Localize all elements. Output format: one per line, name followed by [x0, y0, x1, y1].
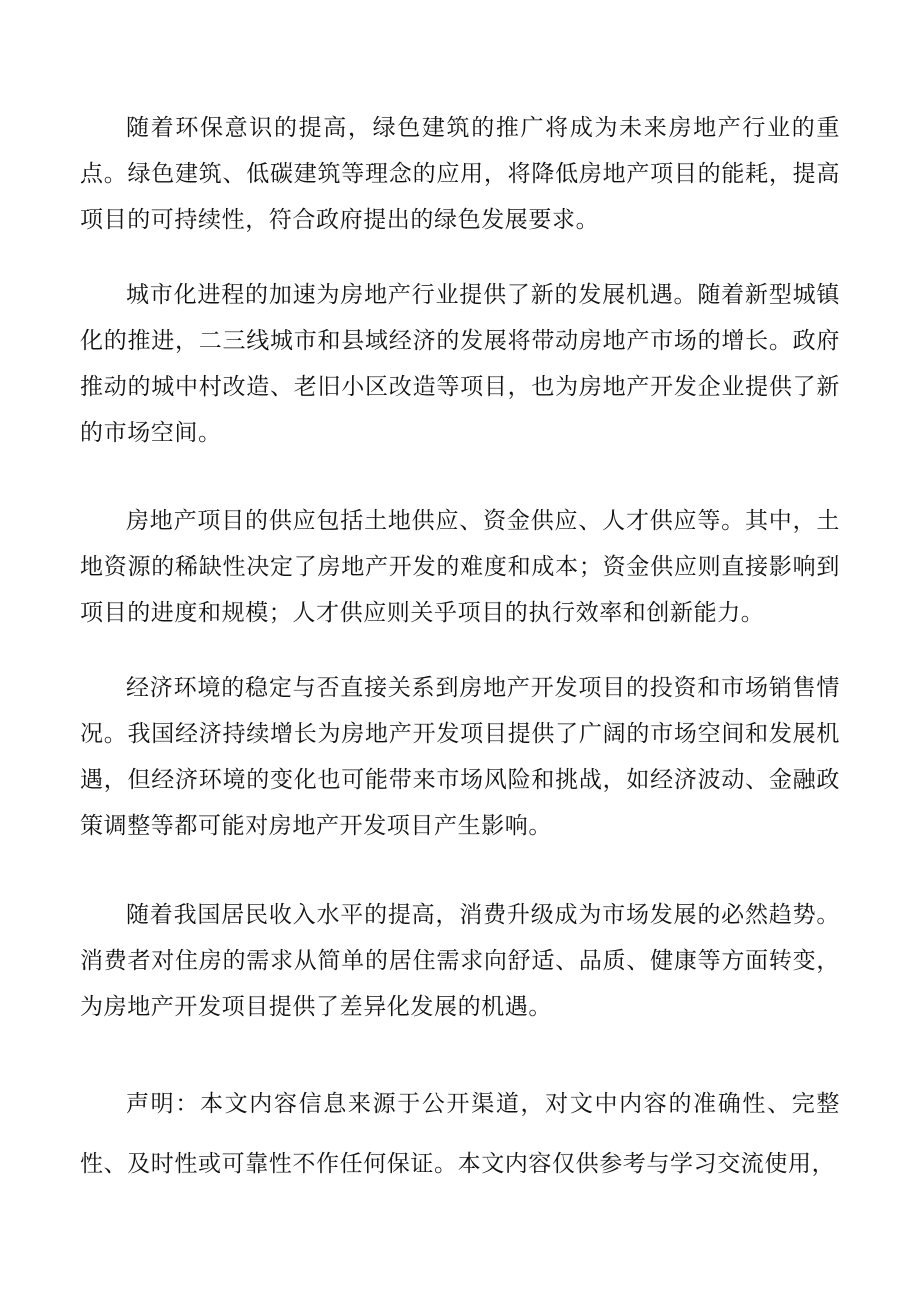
- paragraph-supply: 房地产项目的供应包括土地供应、资金供应、人才供应等。其中，土地资源的稀缺性决定了房地产开发的难度和成本；资金供应则直接影响到项目的进度和规模；人才供应则关乎项目的执行效率和创新能力。: [80, 508, 840, 626]
- paragraph-consumption-upgrade: 随着我国居民收入水平的提高，消费升级成为市场发展的必然趋势。消费者对住房的需求从简单的居住需求向舒适、品质、健康等方面转变，为房地产开发项目提供了差异化发展的机遇。: [80, 902, 840, 1020]
- paragraph-urbanization: 城市化进程的加速为房地产行业提供了新的发展机遇。随着新型城镇化的推进，二三线城市和县域经济的发展将带动房地产市场的增长。政府推动的城中村改造、老旧小区改造等项目，也为房地产开发企业提供了新的市场空间。: [80, 282, 840, 446]
- paragraph-green-building: 随着环保意识的提高，绿色建筑的推广将成为未来房地产行业的重点。绿色建筑、低碳建筑等理念的应用，将降低房地产项目的能耗，提高项目的可持续性，符合政府提出的绿色发展要求。: [80, 115, 840, 233]
- paragraph-economic-environment: 经济环境的稳定与否直接关系到房地产开发项目的投资和市场销售情况。我国经济持续增长为房地产开发项目提供了广阔的市场空间和发展机遇，但经济环境的变化也可能带来市场风险和挑战，如经济波动、金融政策调整等都可能对房地产开发项目产生影响。: [80, 675, 840, 839]
- paragraph-disclaimer: 声明：本文内容信息来源于公开渠道，对文中内容的准确性、完整性、及时性或可靠性不作任何保证。本文内容仅供参考与学习交流使用，: [80, 1091, 840, 1177]
